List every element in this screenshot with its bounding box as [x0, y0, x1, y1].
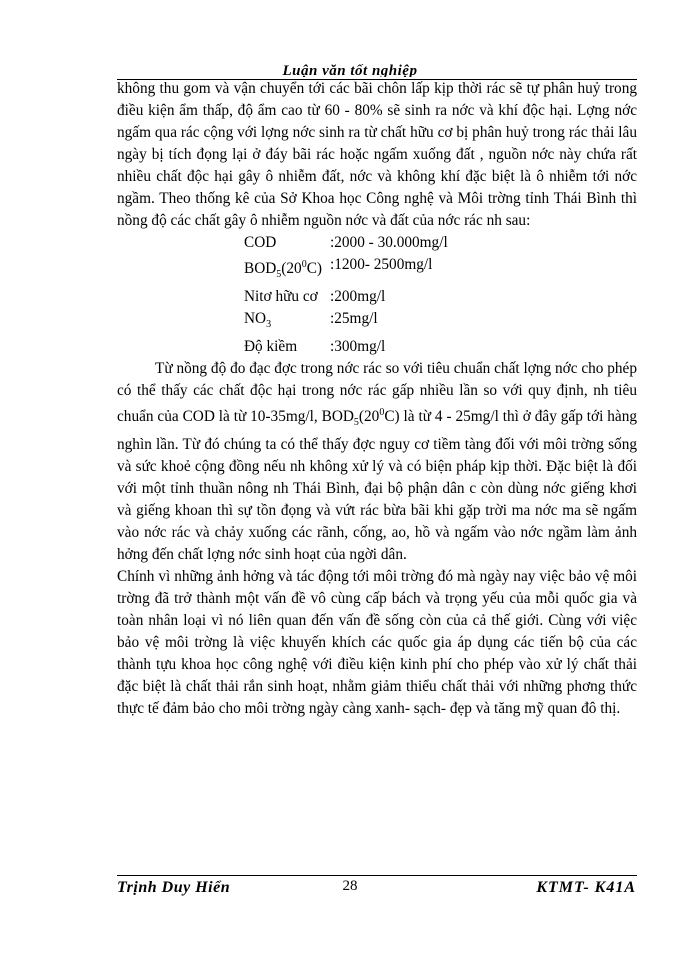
pollutant-value: :2000 - 30.000mg/l — [330, 234, 448, 251]
pollutant-row-alkalinity — [244, 336, 637, 358]
paragraph-concentration-comparison — [117, 358, 637, 566]
pollutant-row-organic-nitrogen — [244, 286, 637, 308]
pollutant-name-superscript: 0 — [301, 259, 307, 270]
pollutant-value: :300mg/l — [330, 338, 386, 356]
pollutant-value: :1200- 2500mg/l — [330, 256, 433, 273]
pollutant-name-subscript: 5 — [276, 269, 282, 281]
pollutant-value: :25mg/l — [330, 310, 378, 328]
pollutant-value: :200mg/l — [330, 288, 386, 306]
pollutant-name-temperature: (20 — [281, 260, 302, 278]
pollutant-name — [244, 254, 330, 286]
pollutant-name — [244, 308, 330, 336]
paragraph-text: (20 — [358, 408, 380, 426]
pollutant-name-subscript: 3 — [266, 319, 272, 331]
page-header-title: Luận văn tốt nghiệp — [282, 63, 418, 77]
document-body — [117, 78, 637, 720]
pollutant-row-cod — [244, 232, 637, 254]
paragraph-leachate: không thu gom và vận chuyển tới các bãi chôn lấp kịp thời rác sẽ tự phân huỷ trong điều kiện ẩm thấp, độ ẩm cao từ 60 - 80% sẽ sinh ra nớc và khí độc hại. Lợng nớc ngấm qua rác cộng với lợng nớc sinh ra từ chất hữu cơ bị phân huỷ trong rác thải lâu ngày bị tích đọng lại ở đáy bãi rác hoặc ngấm xuống đất , nguồn nớc này chứa rất nhiều chất độc hại gây ô nhiễm đất, nớc và không khí đặc biệt là ô nhiễm tới nớc ngầm. Theo thống kê của Sở Khoa học Công nghệ và Môi trờng tỉnh Thái Bình thì nồng độ các chất gây ô nhiễm nguồn nớc và đất của nớc rác nh sau: — [117, 80, 637, 229]
footer-author: Trịnh Duy Hiển — [117, 879, 231, 896]
superscript: 0 — [379, 407, 385, 419]
pollutant-name: Nitơ hữu cơ — [244, 288, 318, 306]
pollutant-name: Độ kiềm — [244, 338, 298, 356]
footer-divider — [117, 875, 637, 876]
pollutant-name: COD — [244, 234, 277, 251]
pollutant-name-end: C) — [306, 260, 322, 278]
footer-class-code: KTMT- K41A — [536, 879, 636, 896]
paragraph-environmental-protection: Chính vì những ảnh hởng và tác động tới môi trờng đó mà ngày nay việc bảo vệ môi trờng đã trở thành một vấn đề vô cùng cấp bách và trọng yếu của mỗi quốc gia và toàn nhân loại vì nó liên quan đến vấn đề sống còn của cả thế giới. Cùng với việc bảo vệ môi trờng là việc khuyến khích các quốc gia áp dụng các tiến bộ của các thành tựu khoa học công nghệ với điều kiện kinh phí cho phép vào xử lý chất thải đặc biệt là chất thải rắn sinh hoạt, nhằm giảm thiểu chất thải với những phơng thức thực tế đảm bảo cho môi trờng ngày càng xanh- sạch- đẹp và tăng mỹ quan đô thị. — [117, 568, 637, 718]
paragraph-text: Từ nồng độ đo đạc đợc trong nớc rác so với tiêu chuẩn chất lợng nớc cho phép có thể thấy các chất độc hại trong nớc rác gấp nhiều lần so với quy định, nh tiêu chuẩn của COD là từ 10-35mg/l, BOD — [117, 360, 637, 426]
pollutant-name-main: NO — [244, 310, 267, 328]
pollutant-row-bod — [244, 254, 637, 286]
subscript: 5 — [353, 417, 359, 429]
paragraph-text: C) là từ 4 - 25mg/l thì ở đây gấp tới hàng nghìn lần. Từ đó chúng ta có thể thấy đợc nguy cơ tiềm tàng đối với môi trờng sống và sức khoẻ cộng đồng nếu nh không xử lý và có biện pháp kịp thời. Đặc biệt là đối với một tỉnh thuần nông nh Thái Bình, đại bộ phận dân c còn dùng nớc giếng khơi và giếng khoan thì sự tồn đọng và vứt rác bừa bãi khi gặp trời ma nớc ma sẽ ngấm vào nớc rác và chảy xuống các rãnh, cống, ao, hồ và ngấm vào nớc ngầm làm ảnh hởng đến chất lợng nớc sinh hoạt của ngời dân. — [117, 408, 637, 564]
page-number: 28 — [342, 878, 358, 894]
pollutant-name-main: BOD — [244, 260, 277, 278]
pollutant-row-nitrate — [244, 308, 637, 336]
pollutant-list — [244, 232, 637, 358]
